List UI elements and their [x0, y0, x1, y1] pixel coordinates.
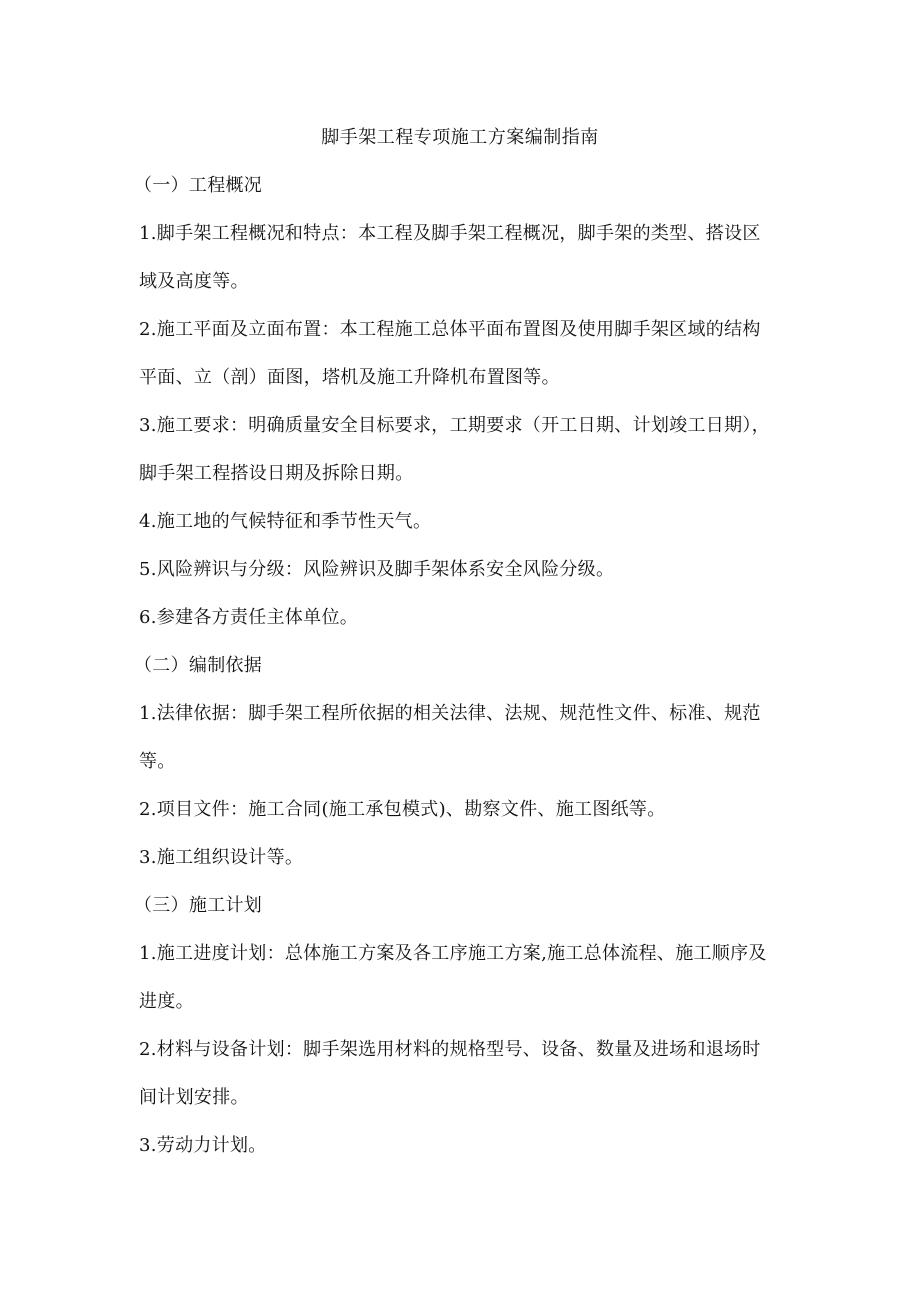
document-title: 脚手架工程专项施工方案编制指南	[321, 127, 599, 148]
paragraph-line: 6.参建各方责任主体单位。	[139, 607, 359, 628]
paragraph-line: 2.项目文件：施工合同(施工承包模式)、勘察文件、施工图纸等。	[139, 799, 666, 820]
section-heading-1: （一）工程概况	[134, 175, 263, 196]
paragraph-line: 等。	[139, 751, 176, 772]
section-heading-2: （二）编制依据	[134, 655, 263, 676]
paragraph-line: 3.劳动力计划。	[139, 1135, 267, 1156]
paragraph-line: 2.材料与设备计划：脚手架选用材料的规格型号、设备、数量及进场和退场时	[139, 1039, 761, 1060]
paragraph-line: 1.施工进度计划：总体施工方案及各工序施工方案,施工总体流程、施工顺序及	[139, 943, 767, 964]
paragraph-line: 5.风险辨识与分级：风险辨识及脚手架体系安全风险分级。	[139, 559, 615, 580]
paragraph-line: 域及高度等。	[139, 271, 249, 292]
paragraph-line: 间计划安排。	[139, 1087, 249, 1108]
paragraph-line: 4.施工地的气候特征和季节性天气。	[139, 511, 432, 532]
paragraph-line: 1.法律依据：脚手架工程所依据的相关法律、法规、规范性文件、标准、规范	[139, 703, 761, 724]
paragraph-line: 3.施工要求：明确质量安全目标要求，工期要求（开工日期、计划竣工日期），	[139, 415, 770, 436]
paragraph-line: 脚手架工程搭设日期及拆除日期。	[139, 463, 414, 484]
paragraph-line: 2.施工平面及立面布置：本工程施工总体平面布置图及使用脚手架区域的结构	[139, 319, 761, 340]
section-heading-3: （三）施工计划	[134, 895, 263, 916]
paragraph-line: 3.施工组织设计等。	[139, 847, 304, 868]
paragraph-line: 1.脚手架工程概况和特点：本工程及脚手架工程概况，脚手架的类型、搭设区	[139, 223, 761, 244]
paragraph-line: 平面、立（剖）面图，塔机及施工升降机布置图等。	[139, 367, 560, 388]
paragraph-line: 进度。	[139, 991, 194, 1012]
